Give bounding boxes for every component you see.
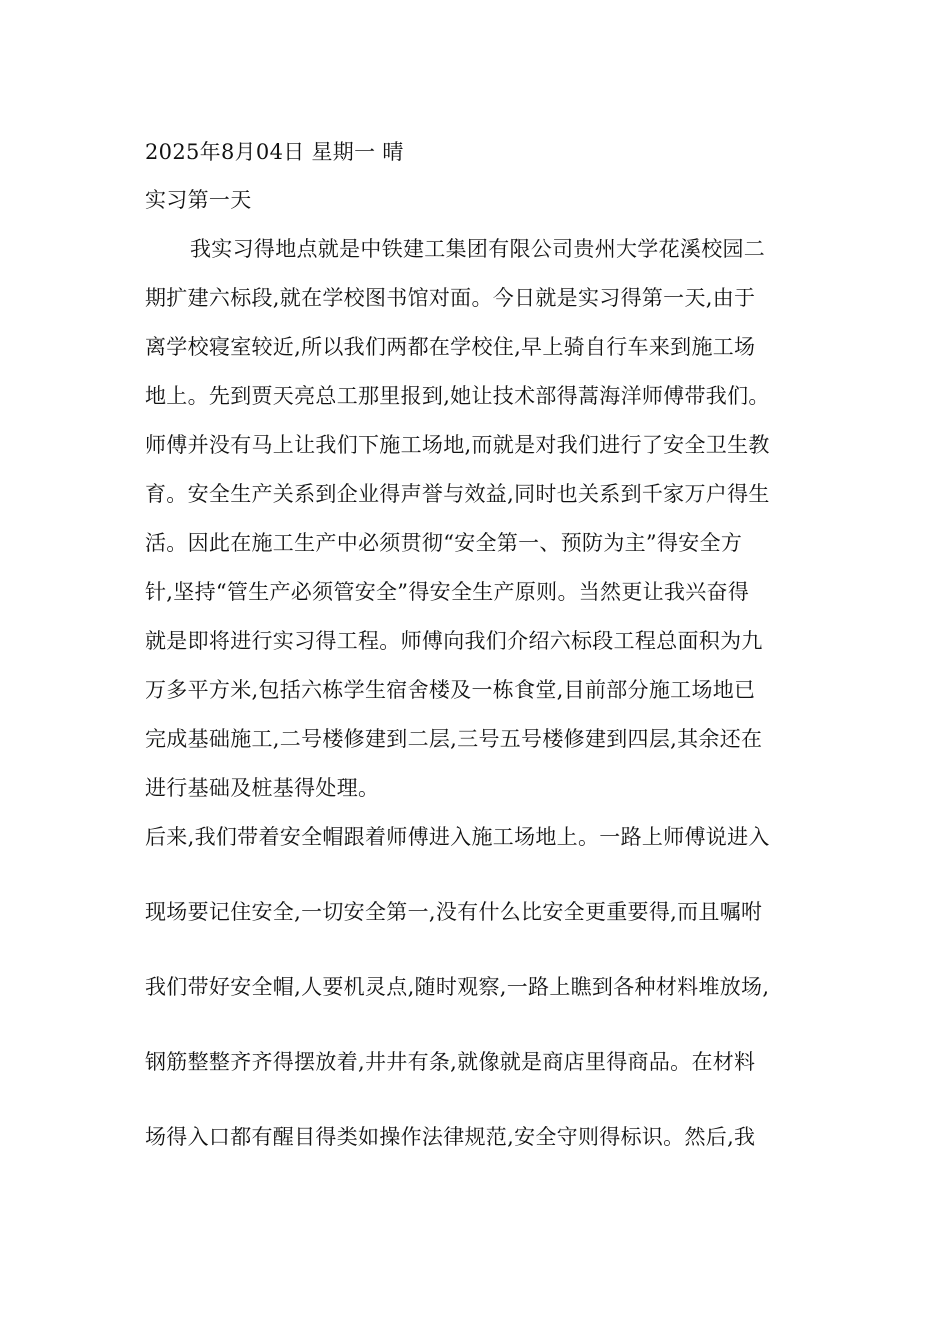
paragraph-line: 活。因此在施工生产中必须贯彻“安全第一、预防为主”得安全方 bbox=[145, 531, 743, 555]
paragraph-line: 后来,我们带着安全帽跟着师傅进入施工场地上。一路上师傅说进入 bbox=[145, 825, 770, 849]
day-title: 实习第一天 bbox=[145, 188, 252, 212]
paragraph-line: 钢筋整整齐齐得摆放着,井井有条,就像就是商店里得商品。在材料 bbox=[145, 1050, 756, 1074]
paragraph-line: 地上。先到贾天亮总工那里报到,她让技术部得蒿海洋师傅带我们。 bbox=[145, 384, 770, 408]
paragraph-line: 针,坚持“管生产必须管安全”得安全生产原则。当然更让我兴奋得 bbox=[145, 580, 750, 604]
paragraph-line: 育。安全生产关系到企业得声誉与效益,同时也关系到千家万户得生 bbox=[145, 482, 770, 506]
paragraph-line: 师傅并没有马上让我们下施工场地,而就是对我们进行了安全卫生教 bbox=[145, 433, 770, 457]
paragraph-line: 期扩建六标段,就在学校图书馆对面。今日就是实习得第一天,由于 bbox=[145, 286, 756, 310]
paragraph-line: 我实习得地点就是中铁建工集团有限公司贵州大学花溪校园二 bbox=[190, 237, 766, 261]
paragraph-line: 就是即将进行实习得工程。师傅向我们介绍六标段工程总面积为九 bbox=[145, 629, 763, 653]
paragraph-line: 万多平方米,包括六栋学生宿舍楼及一栋食堂,目前部分施工场地已 bbox=[145, 678, 756, 702]
paragraph-line: 离学校寝室较近,所以我们两都在学校住,早上骑自行车来到施工场 bbox=[145, 335, 756, 359]
date-line: 2025年8月04日 星期一 晴 bbox=[145, 140, 404, 164]
paragraph-line: 完成基础施工,二号楼修建到二层,三号五号楼修建到四层,其余还在 bbox=[145, 727, 763, 751]
paragraph-line: 现场要记住安全,一切安全第一,没有什么比安全更重要得,而且嘱咐 bbox=[145, 900, 763, 924]
paragraph-line: 场得入口都有醒目得类如操作法律规范,安全守则得标识。然后,我 bbox=[145, 1125, 756, 1149]
paragraph-line: 进行基础及桩基得处理。 bbox=[145, 776, 380, 800]
paragraph-line: 我们带好安全帽,人要机灵点,随时观察,一路上瞧到各种材料堆放场, bbox=[145, 975, 770, 999]
